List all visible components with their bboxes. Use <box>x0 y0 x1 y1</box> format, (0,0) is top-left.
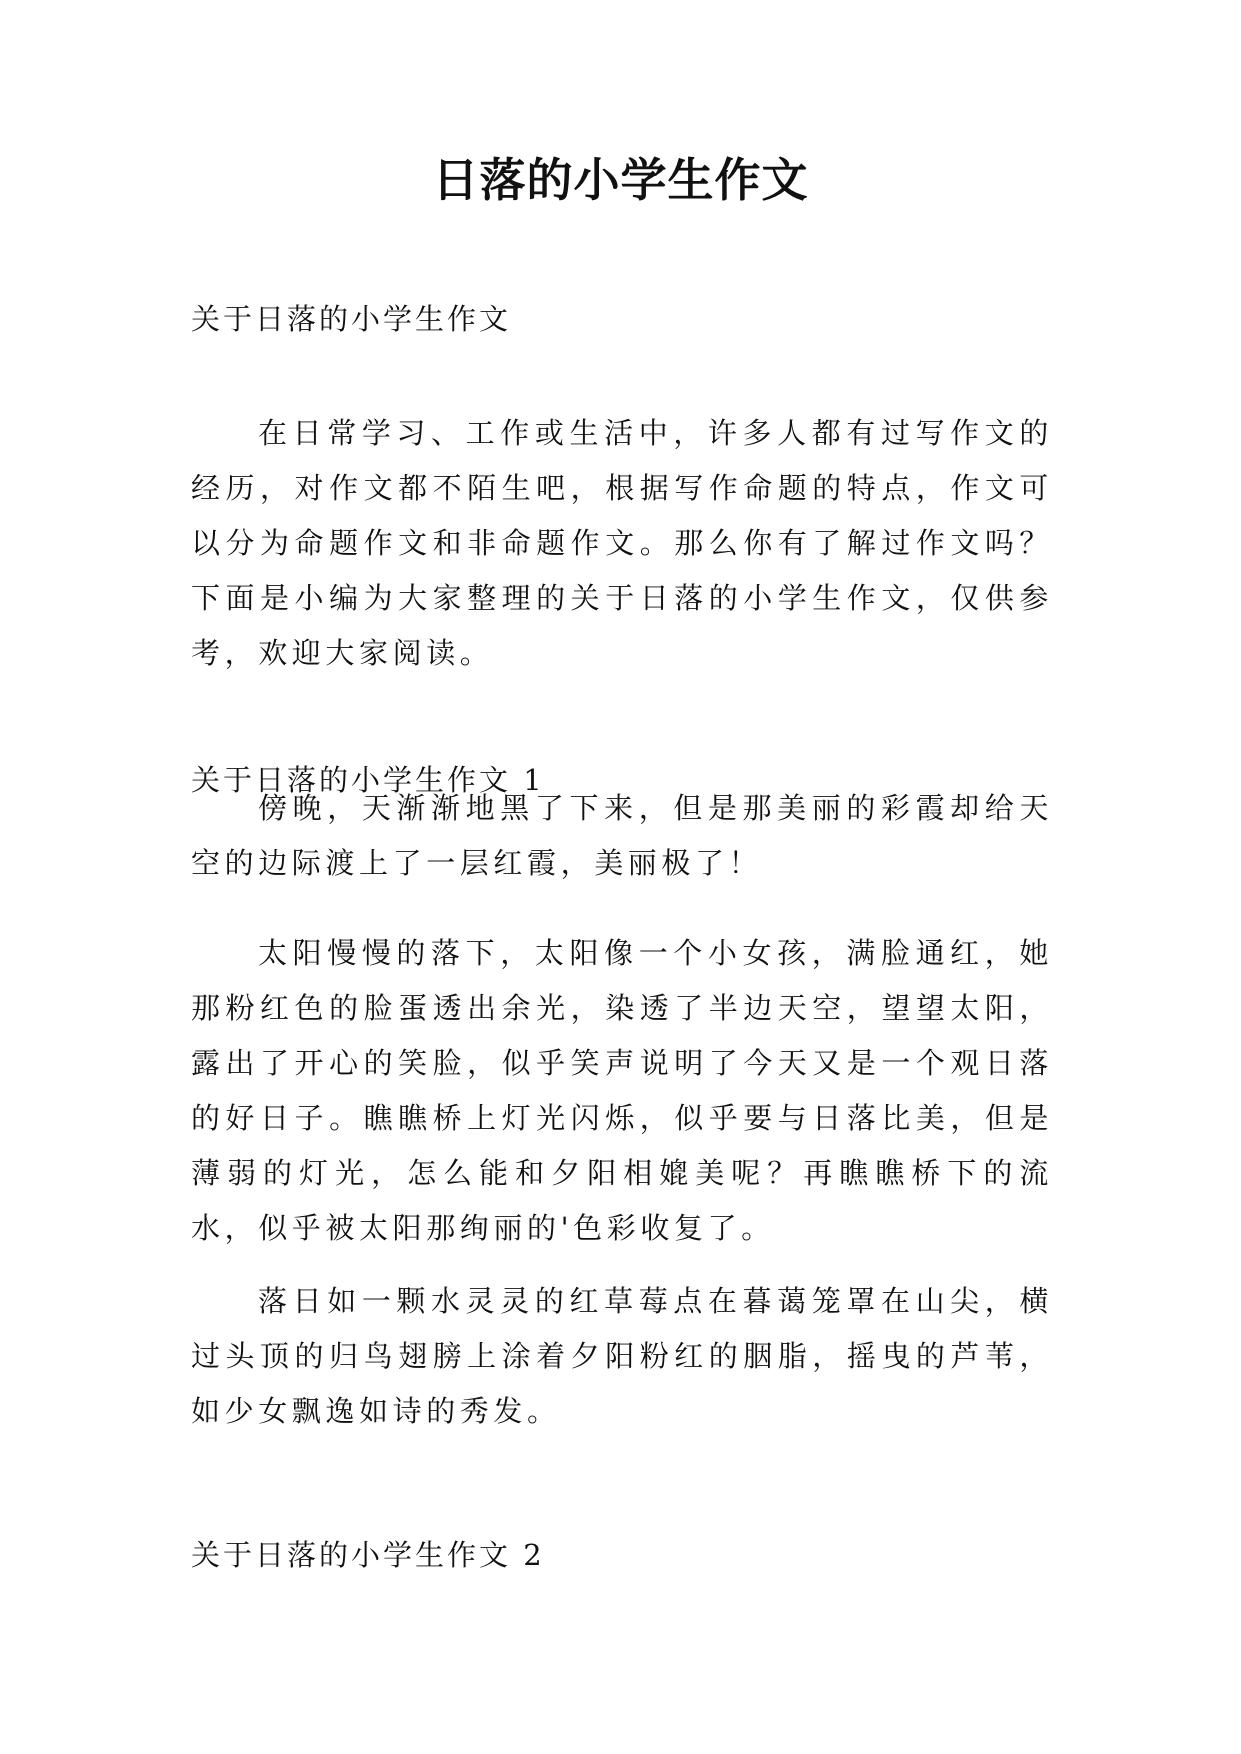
section-heading-1: 关于日落的小学生作文 1 <box>191 763 545 797</box>
section-1-paragraph-1: 傍晚，天渐渐地黑了下来，但是那美丽的彩霞却给天空的边际渡上了一层红霞，美丽极了！ <box>191 791 1053 880</box>
section-heading-2: 关于日落的小学生作文 2 <box>191 1538 545 1572</box>
intro-paragraph: 在日常学习、工作或生活中，许多人都有过写作文的经历，对作文都不陌生吧，根据写作命题的特点，作文可以分为命题作文和非命题作文。那么你有了解过作文吗？下面是小编为大家整理的关于日落的小学生作文，仅供参考，欢迎大家阅读。 <box>191 416 1053 670</box>
document-subtitle: 关于日落的小学生作文 <box>191 302 512 336</box>
section-1-paragraph-3: 落日如一颗水灵灵的红草莓点在暮蔼笼罩在山尖，横过头顶的归鸟翅膀上涂着夕阳粉红的胭脂，摇曳的芦苇，如少女飘逸如诗的秀发。 <box>191 1284 1053 1428</box>
document-title: 日落的小学生作文 <box>432 153 809 207</box>
section-1-paragraph-2: 太阳慢慢的落下，太阳像一个小女孩，满脸通红，她那粉红色的脸蛋透出余光，染透了半边天空，望望太阳，露出了开心的笑脸，似乎笑声说明了今天又是一个观日落的好日子。瞧瞧桥上灯光闪烁，似乎要与日落比美，但是薄弱的灯光，怎么能和夕阳相媲美呢？再瞧瞧桥下的流水，似乎被太阳那绚丽的'色彩收复了。 <box>191 936 1053 1245</box>
